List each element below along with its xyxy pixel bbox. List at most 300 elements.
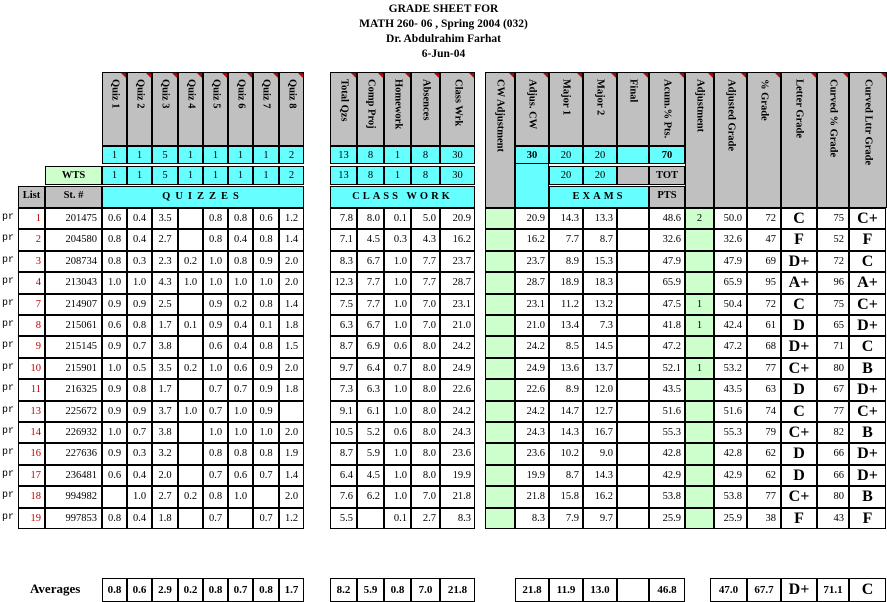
header-classwork-2-label: Comp Proj	[365, 79, 376, 129]
quiz-score: 0.6	[102, 208, 127, 229]
exam-m1: 8.9	[549, 379, 583, 401]
classwork-score: 23.6	[440, 443, 475, 465]
curved-percent: 66	[817, 443, 849, 465]
percent-grade: 74	[747, 401, 781, 422]
exam-m2: 7.3	[583, 315, 617, 336]
exam-acum: 53.8	[649, 486, 685, 508]
classwork-score: 8.3	[330, 251, 357, 272]
header-exam-3-label: Major 2	[594, 79, 606, 116]
quiz-score: 3.2	[152, 443, 178, 465]
adjustment-cell	[685, 272, 714, 294]
quiz-score	[178, 508, 203, 529]
quiz-score: 1.0	[203, 251, 228, 272]
letter-grade: C	[781, 294, 817, 315]
exam-m1: 11.2	[549, 294, 583, 315]
exam-acum: 51.6	[649, 401, 685, 422]
exam-fin	[617, 208, 649, 229]
quiz-score: 0.7	[203, 465, 228, 486]
student-id: 214907	[45, 294, 102, 315]
avg-classwork: 21.8	[440, 578, 475, 602]
header-exam-3	[583, 72, 617, 146]
quiz-score: 0.2	[178, 251, 203, 272]
cw-adjustment-cell	[485, 294, 515, 315]
classwork-score: 22.6	[440, 379, 475, 401]
percent-grade: 61	[747, 315, 781, 336]
quiz-score: 1.7	[152, 379, 178, 401]
curved-letter-grade: C	[849, 251, 886, 272]
title-line-4: 6-Jun-04	[421, 48, 466, 60]
exam-fin	[617, 251, 649, 272]
cw-adjustment-cell	[485, 401, 515, 422]
exam-fin	[617, 315, 649, 336]
quiz-score: 0.6	[203, 336, 228, 358]
avg-classwork: 8.2	[330, 578, 357, 602]
curved-percent: 66	[817, 465, 849, 486]
quiz-score: 1.0	[228, 401, 253, 422]
quiz-score: 0.3	[127, 443, 152, 465]
exam-acum: 42.9	[649, 465, 685, 486]
curved-percent: 82	[817, 422, 849, 443]
letter-grade: F	[781, 508, 817, 529]
quiz-score: 0.7	[253, 508, 279, 529]
header-quiz-4-label: Quiz 4	[185, 79, 196, 109]
row-tag: pr	[2, 362, 15, 373]
wts-classwork-4: 8	[411, 166, 440, 185]
quiz-score: 1.0	[228, 272, 253, 294]
exam-fin	[617, 294, 649, 315]
quiz-score	[178, 465, 203, 486]
quiz-score: 1.4	[279, 294, 304, 315]
max-classwork-5: 30	[440, 146, 475, 164]
header-classwork-2	[357, 72, 384, 146]
wts-final	[617, 166, 649, 185]
classwork-score: 1.0	[384, 315, 411, 336]
adjustment-cell	[685, 229, 714, 251]
exam-m1: 8.9	[549, 251, 583, 272]
percent-grade: 68	[747, 336, 781, 358]
header-quiz-5-label: Quiz 5	[210, 79, 221, 109]
quiz-score: 0.1	[178, 315, 203, 336]
student-id: 215145	[45, 336, 102, 358]
adjusted-grade: 43.5	[714, 379, 747, 401]
pts-label: PTS	[649, 186, 685, 208]
list-number: 13	[18, 401, 45, 422]
classwork-score: 24.2	[440, 401, 475, 422]
header-exam-5-label: Acum.% Pts.	[661, 79, 673, 139]
quiz-score: 0.4	[127, 465, 152, 486]
classwork-score: 8.0	[411, 379, 440, 401]
header-quiz-8	[279, 72, 304, 146]
classwork-score: 8.7	[330, 443, 357, 465]
header-classwork-5-label: Class Wrk	[452, 79, 463, 127]
classwork-score: 21.8	[440, 486, 475, 508]
quiz-score: 3.5	[152, 208, 178, 229]
comment-marker	[679, 73, 684, 78]
exam-fin	[617, 358, 649, 379]
header-exam-4	[617, 72, 649, 146]
avg-quiz: 0.8	[253, 578, 279, 602]
quiz-score: 0.4	[228, 229, 253, 251]
wts-classwork-5: 30	[440, 166, 475, 185]
student-id: 216325	[45, 379, 102, 401]
cw-adjustment-cell	[485, 315, 515, 336]
row-tag: pr	[2, 340, 15, 351]
cw-adjustment-cell	[485, 336, 515, 358]
header-curved-pct-label: Curved % Grade	[827, 79, 839, 158]
header-exam-4-label: Final	[627, 79, 639, 103]
exam-m1: 18.9	[549, 272, 583, 294]
quiz-score: 3.8	[152, 336, 178, 358]
quiz-score: 0.8	[203, 208, 228, 229]
comment-marker	[775, 73, 780, 78]
row-tag: pr	[2, 233, 15, 244]
max-quiz-5: 1	[203, 146, 228, 164]
classwork-score: 7.0	[411, 315, 440, 336]
adjustment-cell	[685, 443, 714, 465]
exam-m1: 7.9	[549, 508, 583, 529]
classwork-score: 0.6	[384, 422, 411, 443]
comment-marker	[351, 73, 356, 78]
averages-label: Averages	[30, 581, 81, 596]
classwork-score: 6.3	[330, 315, 357, 336]
classwork-score: 8.0	[411, 422, 440, 443]
exam-adj: 24.2	[515, 401, 549, 422]
adjustment-cell: 1	[685, 358, 714, 379]
avg-adjusted-grade: 47.0	[710, 578, 747, 602]
classwork-score: 7.7	[357, 294, 384, 315]
exam-acum: 32.6	[649, 229, 685, 251]
avg-curved-percent: 71.1	[817, 578, 849, 602]
curved-letter-grade: D+	[849, 465, 886, 486]
header-quiz-4	[178, 72, 203, 146]
list-number: 8	[18, 315, 45, 336]
quiz-score: 0.6	[102, 465, 127, 486]
quiz-score: 0.9	[102, 401, 127, 422]
comment-marker	[273, 73, 278, 78]
header-curved-letter	[849, 72, 887, 208]
quiz-score	[178, 443, 203, 465]
header-exam-2-label: Major 1	[560, 79, 572, 116]
quiz-score	[228, 508, 253, 529]
quiz-score: 0.8	[203, 486, 228, 508]
quiz-score: 1.8	[279, 315, 304, 336]
header-quiz-1-label: Quiz 1	[109, 79, 120, 109]
list-number: 2	[18, 229, 45, 251]
exam-fin	[617, 443, 649, 465]
classwork-score: 8.0	[411, 443, 440, 465]
student-id: 215061	[45, 315, 102, 336]
comment-marker	[172, 73, 177, 78]
comment-marker	[643, 73, 648, 78]
avg-percent: 67.7	[747, 578, 781, 602]
adjusted-grade: 53.8	[714, 486, 747, 508]
classwork-score: 24.3	[440, 422, 475, 443]
exam-adj: 23.1	[515, 294, 549, 315]
exam-fin	[617, 465, 649, 486]
quiz-score: 1.0	[127, 486, 152, 508]
quizzes-section-label: QUIZZES	[102, 186, 304, 208]
row-tag: pr	[2, 426, 15, 437]
quiz-score: 0.6	[228, 358, 253, 379]
avg-quiz: 0.6	[127, 578, 152, 602]
curved-letter-grade: F	[849, 229, 886, 251]
curved-letter-grade: C+	[849, 208, 886, 229]
wts-exam-2: 20	[583, 166, 617, 185]
cw-adjustment-cell	[485, 508, 515, 529]
quiz-score: 1.4	[279, 229, 304, 251]
adjusted-grade: 42.4	[714, 315, 747, 336]
classwork-score: 7.1	[330, 229, 357, 251]
quiz-score: 3.8	[152, 422, 178, 443]
adjustment-cell: 1	[685, 294, 714, 315]
classwork-score: 10.5	[330, 422, 357, 443]
list-number: 1	[18, 208, 45, 229]
curved-letter-grade: F	[849, 508, 886, 529]
quiz-score: 0.9	[203, 294, 228, 315]
cw-adjustment-cell	[485, 443, 515, 465]
max-exam-1: 30	[515, 146, 549, 164]
quiz-score: 0.4	[127, 229, 152, 251]
curved-letter-grade: B	[849, 358, 886, 379]
exam-m2: 16.7	[583, 422, 617, 443]
percent-grade: 72	[747, 208, 781, 229]
curved-percent: 71	[817, 336, 849, 358]
quiz-score: 0.7	[203, 508, 228, 529]
header-curved-pct	[817, 72, 849, 208]
comment-marker	[247, 73, 252, 78]
classwork-score: 8.7	[330, 336, 357, 358]
quiz-score: 0.8	[127, 315, 152, 336]
header-pct-grade-label: % Grade	[758, 79, 770, 121]
max-quiz-3: 5	[152, 146, 178, 164]
header-quiz-5	[203, 72, 228, 146]
letter-grade: C+	[781, 422, 817, 443]
quiz-score: 0.9	[253, 401, 279, 422]
header-exam-1-label: Adjus. CW	[526, 79, 538, 130]
avg-exam: 46.8	[649, 578, 685, 602]
classwork-score: 5.9	[357, 443, 384, 465]
quiz-score: 0.7	[228, 379, 253, 401]
avg-quiz: 1.7	[279, 578, 304, 602]
classwork-section-label: CLASS WORK	[330, 186, 475, 208]
percent-grade: 38	[747, 508, 781, 529]
exam-adj: 21.0	[515, 315, 549, 336]
quiz-score: 0.8	[203, 443, 228, 465]
quiz-score: 0.9	[102, 379, 127, 401]
classwork-score: 8.3	[440, 508, 475, 529]
avg-exam: 13.0	[583, 578, 617, 602]
title-line-2: MATH 260- 06 , Spring 2004 (032)	[359, 18, 528, 30]
exam-adj: 16.2	[515, 229, 549, 251]
max-classwork-4: 8	[411, 146, 440, 164]
quiz-score: 2.0	[279, 358, 304, 379]
classwork-score: 28.7	[440, 272, 475, 294]
exam-adj: 24.2	[515, 336, 549, 358]
student-id: 236481	[45, 465, 102, 486]
header-quiz-7	[253, 72, 279, 146]
quiz-score: 1.0	[178, 401, 203, 422]
student-id: 204580	[45, 229, 102, 251]
curved-letter-grade: C+	[849, 401, 886, 422]
classwork-score: 6.1	[357, 401, 384, 422]
adjustment-cell	[685, 379, 714, 401]
avg-classwork: 5.9	[357, 578, 384, 602]
comment-marker	[434, 73, 439, 78]
header-exam-1	[515, 72, 549, 146]
quiz-score: 2.0	[279, 422, 304, 443]
classwork-score: 23.1	[440, 294, 475, 315]
classwork-score: 1.0	[384, 401, 411, 422]
exam-fin	[617, 379, 649, 401]
student-id: 994982	[45, 486, 102, 508]
quiz-score: 1.9	[279, 443, 304, 465]
curved-letter-grade: B	[849, 486, 886, 508]
header-quiz-6	[228, 72, 253, 146]
cw-adjustment-cell	[485, 251, 515, 272]
header-classwork-4-label: Absences	[420, 79, 431, 121]
exam-acum: 41.8	[649, 315, 685, 336]
wts-classwork-3: 1	[384, 166, 411, 185]
letter-grade: C+	[781, 486, 817, 508]
exam-m2: 9.7	[583, 508, 617, 529]
cw-adjustment-cell	[485, 272, 515, 294]
quiz-score: 1.8	[279, 379, 304, 401]
exam-m1: 10.2	[549, 443, 583, 465]
quiz-score: 2.5	[152, 294, 178, 315]
quiz-score: 0.9	[102, 336, 127, 358]
adjustment-cell	[685, 508, 714, 529]
quiz-score: 0.2	[178, 486, 203, 508]
comment-marker	[121, 73, 126, 78]
quiz-score: 1.0	[203, 272, 228, 294]
comment-marker	[543, 73, 548, 78]
quiz-score: 1.0	[102, 422, 127, 443]
curved-percent: 80	[817, 358, 849, 379]
comment-marker	[197, 73, 202, 78]
quiz-score: 0.7	[203, 379, 228, 401]
quiz-score: 0.8	[102, 251, 127, 272]
adjusted-grade: 32.6	[714, 229, 747, 251]
classwork-score: 6.4	[357, 358, 384, 379]
classwork-score: 4.5	[357, 229, 384, 251]
classwork-score: 1.0	[384, 251, 411, 272]
curved-percent: 80	[817, 486, 849, 508]
classwork-score: 12.3	[330, 272, 357, 294]
list-number: 4	[18, 272, 45, 294]
header-curved-letter-label: Curved Lttr Grade	[862, 79, 874, 166]
quiz-score: 0.3	[127, 251, 152, 272]
letter-grade: C	[781, 208, 817, 229]
classwork-score: 8.0	[411, 358, 440, 379]
row-tag: pr	[2, 276, 15, 287]
header-classwork-1	[330, 72, 357, 146]
student-id: 997853	[45, 508, 102, 529]
quiz-score: 2.3	[152, 251, 178, 272]
classwork-score: 7.3	[330, 379, 357, 401]
max-exam-3: 20	[583, 146, 617, 164]
header-classwork-5	[440, 72, 475, 146]
adjusted-grade: 65.9	[714, 272, 747, 294]
cw-adjustment-cell	[485, 358, 515, 379]
exam-m2: 14.5	[583, 336, 617, 358]
classwork-score: 5.2	[357, 422, 384, 443]
percent-grade: 62	[747, 465, 781, 486]
classwork-score: 8.0	[411, 401, 440, 422]
header-cw-adjustment	[485, 72, 515, 208]
classwork-score: 2.7	[411, 508, 440, 529]
student-id: 208734	[45, 251, 102, 272]
wts-exam-1: 20	[549, 166, 583, 185]
list-number: 19	[18, 508, 45, 529]
row-tag: pr	[2, 512, 15, 523]
quiz-score	[253, 486, 279, 508]
quiz-score: 0.9	[127, 401, 152, 422]
classwork-score: 16.2	[440, 229, 475, 251]
header-quiz-7-label: Quiz 7	[260, 79, 272, 109]
exam-fin	[617, 272, 649, 294]
quiz-score	[178, 379, 203, 401]
curved-percent: 75	[817, 294, 849, 315]
max-classwork-3: 1	[384, 146, 411, 164]
list-number: 18	[18, 486, 45, 508]
student-id: 225672	[45, 401, 102, 422]
curved-percent: 65	[817, 315, 849, 336]
avg-quiz: 0.8	[102, 578, 127, 602]
wts-quiz-7: 1	[253, 166, 279, 185]
list-number: 16	[18, 443, 45, 465]
percent-grade: 79	[747, 422, 781, 443]
classwork-score: 7.6	[330, 486, 357, 508]
avg-curved-letter: C	[849, 578, 886, 602]
quiz-score: 3.7	[152, 401, 178, 422]
classwork-score: 6.4	[330, 465, 357, 486]
quiz-score: 1.0	[253, 422, 279, 443]
header-quiz-8-label: Quiz 8	[286, 79, 297, 109]
classwork-score: 8.0	[357, 208, 384, 229]
quiz-score: 0.9	[253, 251, 279, 272]
student-id: 227636	[45, 443, 102, 465]
classwork-score: 24.2	[440, 336, 475, 358]
comment-marker	[298, 73, 303, 78]
percent-grade: 69	[747, 251, 781, 272]
letter-grade: D+	[781, 336, 817, 358]
row-tag: pr	[2, 447, 15, 458]
quiz-score: 1.2	[279, 208, 304, 229]
quiz-score: 0.8	[253, 336, 279, 358]
exam-adj: 23.7	[515, 251, 549, 272]
quiz-score	[279, 401, 304, 422]
exam-adj: 23.6	[515, 443, 549, 465]
header-letter-grade-label: Letter Grade	[793, 79, 805, 138]
classwork-score: 8.0	[411, 465, 440, 486]
exam-m2: 12.0	[583, 379, 617, 401]
classwork-score: 0.1	[384, 208, 411, 229]
avg-quiz: 0.2	[178, 578, 203, 602]
classwork-score: 0.3	[384, 229, 411, 251]
cw-adjustment-cell	[485, 208, 515, 229]
comment-marker	[509, 73, 514, 78]
percent-grade: 77	[747, 486, 781, 508]
wts-quiz-8: 2	[279, 166, 304, 185]
header-quiz-3	[152, 72, 178, 146]
quiz-score: 1.0	[253, 272, 279, 294]
comment-marker	[469, 73, 474, 78]
header-exam-5	[649, 72, 685, 146]
list-number: 9	[18, 336, 45, 358]
exam-m2: 12.7	[583, 401, 617, 422]
quiz-score: 0.9	[253, 379, 279, 401]
student-id: 215901	[45, 358, 102, 379]
